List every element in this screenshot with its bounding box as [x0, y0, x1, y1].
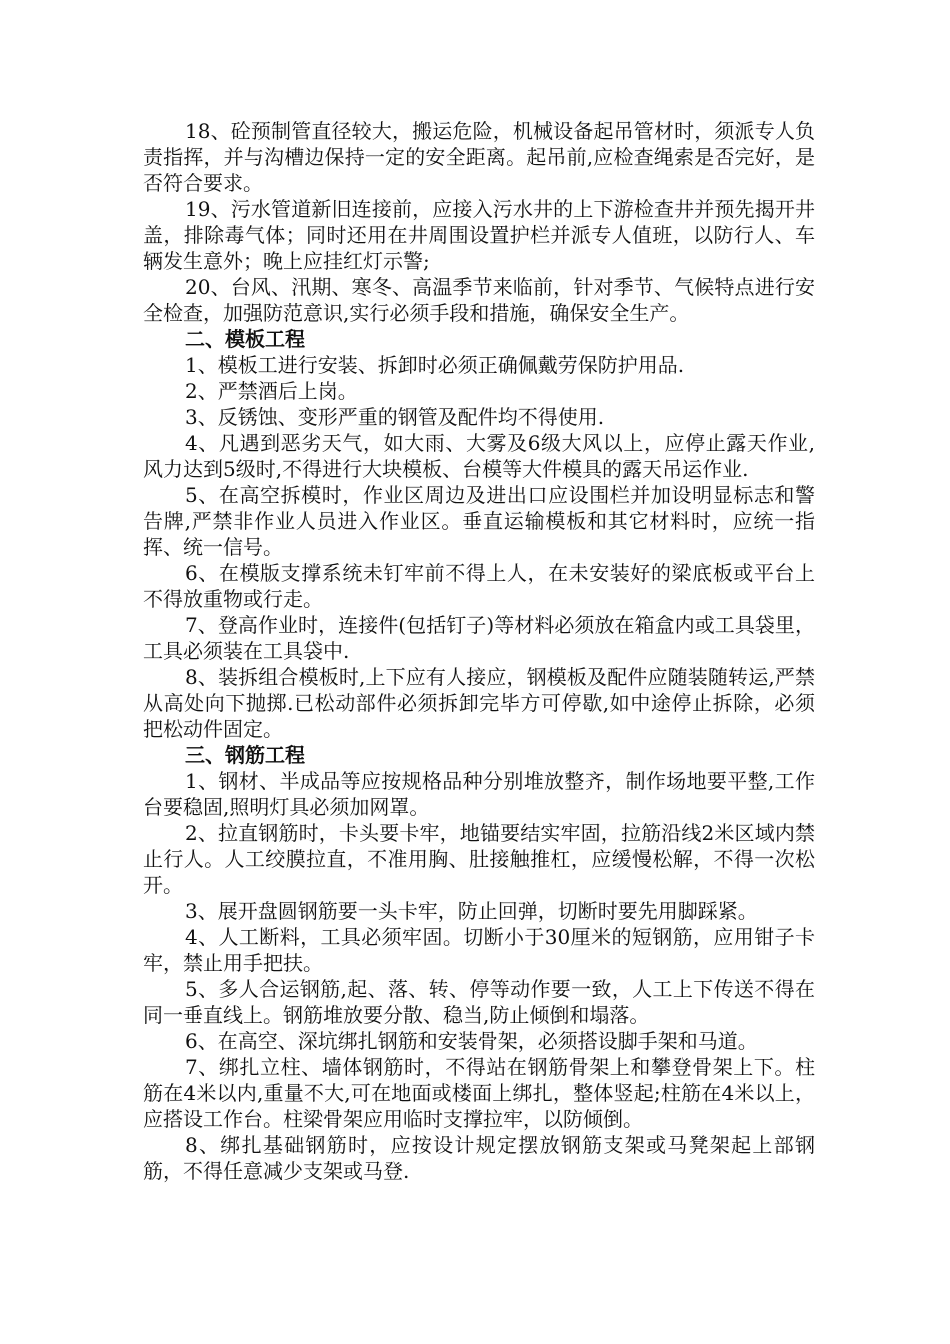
formwork-item-1: 1、模板工进行安装、拆卸时必须正确佩戴劳保防护用品.	[185, 353, 685, 377]
rebar-item-7: 7、绑扎立柱、墙体钢筋时，不得站在钢筋骨架上和攀登骨架上下。柱筋在4米以内,重量不大,可在地面或楼面上绑扎，整体竖起;柱筋在4米以上，应搭设工作台。柱梁骨架应用临时支撑拉牢，以防倾倒。	[143, 1055, 815, 1131]
formwork-item-4: 4、凡遇到恶劣天气，如大雨、大雾及6级大风以上，应停止露天作业,风力达到5级时,不得进行大块模板、台模等大件模具的露天吊运作业.	[143, 431, 815, 481]
rebar-item-3: 3、展开盘圆钢筋要一头卡牢，防止回弹，切断时要先用脚踩紧。	[185, 899, 758, 923]
formwork-item-6: 6、在模版支撑系统未钉牢前不得上人，在未安装好的梁底板或平台上不得放重物或行走。	[143, 561, 815, 611]
section-heading-rebar: 三、钢筋工程	[185, 743, 305, 767]
formwork-item-8: 8、装拆组合模板时,上下应有人接应，钢模板及配件应随装随转运,严禁从高处向下抛掷.已松动部件必须拆卸完毕方可停歇,如中途停止拆除，必须把松动件固定。	[143, 665, 815, 741]
section-heading-formwork: 二、模板工程	[185, 327, 305, 351]
rebar-item-5: 5、多人合运钢筋,起、落、转、停等动作要一致，人工上下传送不得在同一垂直线上。钢筋堆放要分散、稳当,防止倾倒和塌落。	[143, 977, 815, 1027]
formwork-item-3: 3、反锈蚀、变形严重的钢管及配件均不得使用.	[185, 405, 605, 429]
formwork-item-7: 7、登高作业时，连接件(包括钉子)等材料必须放在箱盒内或工具袋里，工具必须装在工具袋中.	[143, 613, 815, 663]
rebar-item-4: 4、人工断料，工具必须牢固。切断小于30厘米的短钢筋，应用钳子卡牢，禁止用手把扶。	[143, 925, 815, 975]
rebar-item-8: 8、绑扎基础钢筋时，应按设计规定摆放钢筋支架或马凳架起上部钢筋，不得任意减少支架或马登.	[143, 1133, 815, 1183]
formwork-item-2: 2、严禁酒后上岗。	[185, 379, 358, 403]
paragraph-19: 19、污水管道新旧连接前，应接入污水井的上下游检查井并预先揭开井盖，排除毒气体；同时还用在井周围设置护栏并派专人值班，以防行人、车辆发生意外；晚上应挂红灯示警;	[143, 197, 815, 273]
formwork-item-5: 5、在高空拆模时，作业区周边及进出口应设围栏并加设明显标志和警告牌,严禁非作业人员进入作业区。垂直运输模板和其它材料时，应统一指挥、统一信号。	[143, 483, 815, 559]
document-page	[143, 118, 815, 1184]
paragraph-20: 20、台风、汛期、寒冬、高温季节来临前，针对季节、气候特点进行安全检查，加强防范意识,实行必须手段和措施，确保安全生产。	[143, 275, 815, 325]
rebar-item-6: 6、在高空、深坑绑扎钢筋和安装骨架，必须搭设脚手架和马道。	[185, 1029, 758, 1053]
rebar-item-1: 1、钢材、半成品等应按规格品种分别堆放整齐，制作场地要平整,工作台要稳固,照明灯具必须加网罩。	[143, 769, 815, 819]
paragraph-18: 18、砼预制管直径较大，搬运危险，机械设备起吊管材时，须派专人负责指挥，并与沟槽边保持一定的安全距离。起吊前,应检查绳索是否完好，是否符合要求。	[143, 119, 815, 195]
rebar-item-2: 2、拉直钢筋时，卡头要卡牢，地锚要结实牢固，拉筋沿线2米区域内禁止行人。人工绞膜拉直，不准用胸、肚接触推杠，应缓慢松解，不得一次松开。	[143, 821, 815, 897]
